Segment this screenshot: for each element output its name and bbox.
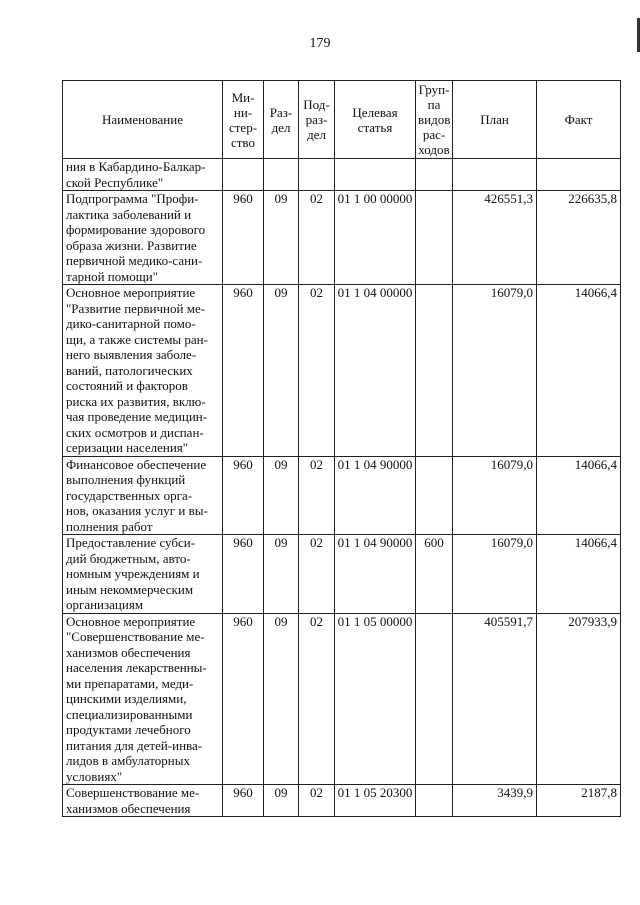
cell-podrazdel: 02 (299, 285, 335, 457)
cell-razdel: 09 (264, 785, 299, 817)
cell-statya: 01 1 05 00000 (335, 613, 416, 785)
cell-ministry: 960 (223, 456, 264, 535)
cell-fact: 14066,4 (537, 456, 621, 535)
header-razdel: Раз- дел (264, 81, 299, 159)
cell-podrazdel: 02 (299, 613, 335, 785)
cell-plan: 3439,9 (453, 785, 537, 817)
table-row (63, 456, 621, 535)
cell-vid (416, 191, 453, 285)
cell-ministry: 960 (223, 191, 264, 285)
cell-fact (537, 159, 621, 191)
cell-fact: 207933,9 (537, 613, 621, 785)
table-row (63, 159, 621, 191)
cell-statya: 01 1 05 20300 (335, 785, 416, 817)
cell-vid (416, 613, 453, 785)
cell-razdel: 09 (264, 613, 299, 785)
cell-podrazdel: 02 (299, 456, 335, 535)
cell-podrazdel: 02 (299, 191, 335, 285)
header-statya: Целевая статья (335, 81, 416, 159)
cell-statya (335, 159, 416, 191)
header-ministry: Ми- ни- стер- ство (223, 81, 264, 159)
cell-ministry: 960 (223, 785, 264, 817)
table-row (63, 613, 621, 785)
cell-statya: 01 1 04 90000 (335, 456, 416, 535)
cell-name: Финансовое обеспечение выполнения функций государственных орга- нов, оказания услуг и вы- полнения работ (63, 456, 223, 535)
header-plan: План (453, 81, 537, 159)
cell-vid (416, 159, 453, 191)
cell-plan: 16079,0 (453, 285, 537, 457)
cell-razdel (264, 159, 299, 191)
cell-name: Совершенствование ме- ханизмов обеспечения (63, 785, 223, 817)
table-header-row (63, 81, 621, 159)
table-row (63, 535, 621, 614)
cell-razdel: 09 (264, 535, 299, 614)
cell-ministry: 960 (223, 285, 264, 457)
header-vid: Груп- па видов рас- ходов (416, 81, 453, 159)
cell-plan: 426551,3 (453, 191, 537, 285)
cell-vid (416, 456, 453, 535)
header-name: Наименование (63, 81, 223, 159)
cell-plan: 16079,0 (453, 456, 537, 535)
cell-ministry: 960 (223, 613, 264, 785)
budget-table (62, 80, 621, 817)
cell-fact: 14066,4 (537, 285, 621, 457)
cell-fact: 2187,8 (537, 785, 621, 817)
cell-name: ния в Кабардино-Балкар- ской Республике" (63, 159, 223, 191)
cell-ministry (223, 159, 264, 191)
cell-fact: 226635,8 (537, 191, 621, 285)
cell-podrazdel: 02 (299, 535, 335, 614)
cell-plan: 405591,7 (453, 613, 537, 785)
cell-name: Основное мероприятие "Развитие первичной ме- дико-санитарной помо- щи, а также системы ран- него выявления заболе- ваний, патологических состояний и факторов риска их развития, вклю- чая проведение медицин- ских осмотров и диспан- серизации населения" (63, 285, 223, 457)
table-row (63, 785, 621, 817)
header-podrazdel: Под- раз- дел (299, 81, 335, 159)
cell-podrazdel (299, 159, 335, 191)
cell-razdel: 09 (264, 456, 299, 535)
cell-fact: 14066,4 (537, 535, 621, 614)
cell-name: Предоставление субси- дий бюджетным, авто- номным учреждениям и иным некоммерческим организациям (63, 535, 223, 614)
table-row (63, 285, 621, 457)
cell-statya: 01 1 04 90000 (335, 535, 416, 614)
page-number: 179 (309, 36, 331, 51)
cell-vid: 600 (416, 535, 453, 614)
cell-podrazdel: 02 (299, 785, 335, 817)
cell-plan (453, 159, 537, 191)
cell-statya: 01 1 00 00000 (335, 191, 416, 285)
cell-vid (416, 285, 453, 457)
cell-vid (416, 785, 453, 817)
cell-plan: 16079,0 (453, 535, 537, 614)
cell-statya: 01 1 04 00000 (335, 285, 416, 457)
header-fact: Факт (537, 81, 621, 159)
cell-razdel: 09 (264, 191, 299, 285)
cell-name: Основное мероприятие "Совершенствование ме- ханизмов обеспечения населения лекарственны- ми препаратами, меди- цинскими изделиями, специализированными продуктами лечебного питания для детей-инва- лидов в амбулаторных условиях" (63, 613, 223, 785)
cell-name: Подпрограмма "Профи- лактика заболеваний и формирование здорового образа жизни. Развитие первичной медико-сани- тарной помощи" (63, 191, 223, 285)
table-row (63, 191, 621, 285)
cell-razdel: 09 (264, 285, 299, 457)
cell-ministry: 960 (223, 535, 264, 614)
